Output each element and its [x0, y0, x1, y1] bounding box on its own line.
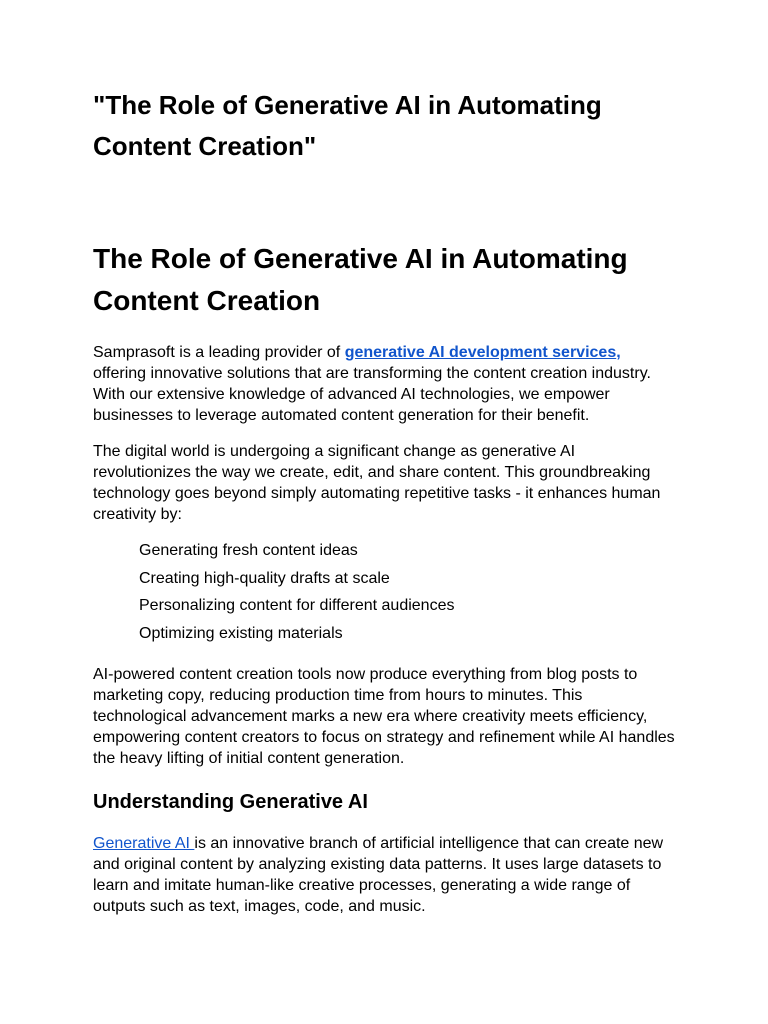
section-heading-understanding: Understanding Generative AI [93, 790, 368, 813]
list-item: Creating high-quality drafts at scale [139, 569, 390, 587]
ai-tools-paragraph: AI-powered content creation tools now produce everything from blog posts to marketing copy, reducing production time from hours to minutes. This technological advancement marks a new era where creativity meets efficiency, empowering content creators to focus on strategy and refinement while AI handles the heavy lifting of initial content generation. [93, 665, 675, 767]
intro-paragraph [93, 342, 676, 426]
generative-ai-link[interactable]: Generative AI [93, 834, 195, 852]
list-item: Optimizing existing materials [139, 624, 343, 642]
main-heading: The Role of Generative AI in Automating Content Creation [93, 243, 628, 316]
generative-ai-services-link-text: generative AI development services [344, 344, 617, 361]
benefits-list [93, 540, 676, 644]
list-item: Generating fresh content ideas [139, 542, 358, 559]
understanding-paragraph [93, 833, 676, 917]
understanding-text-after-link: is an innovative branch of artificial intelligence that can create new and original content by analyzing existing data patterns. It uses large datasets to learn and imitate human-like creative processes, generating a wide range of outputs such as text, images, code, and music. [93, 834, 664, 915]
intro-text-before-link: Samprasoft is a leading provider of [93, 344, 345, 361]
intro-text-after-link: offering innovative solutions that are transforming the content creation industry. With our extensive knowledge of advanced AI technologies, we empower businesses to leverage automated content generation for their benefit. [93, 365, 651, 424]
list-item: Personalizing content for different audiences [139, 597, 455, 614]
generative-ai-services-link-comma: , [616, 344, 621, 361]
generative-ai-services-link[interactable] [345, 344, 621, 361]
document-title: "The Role of Generative AI in Automating Content Creation" [93, 90, 602, 161]
digital-world-paragraph: The digital world is undergoing a significant change as generative AI revolutionizes the way we create, edit, and share content. This groundbreaking technology goes beyond simply automating repetitive tasks - it enhances human creativity by: [93, 443, 661, 523]
